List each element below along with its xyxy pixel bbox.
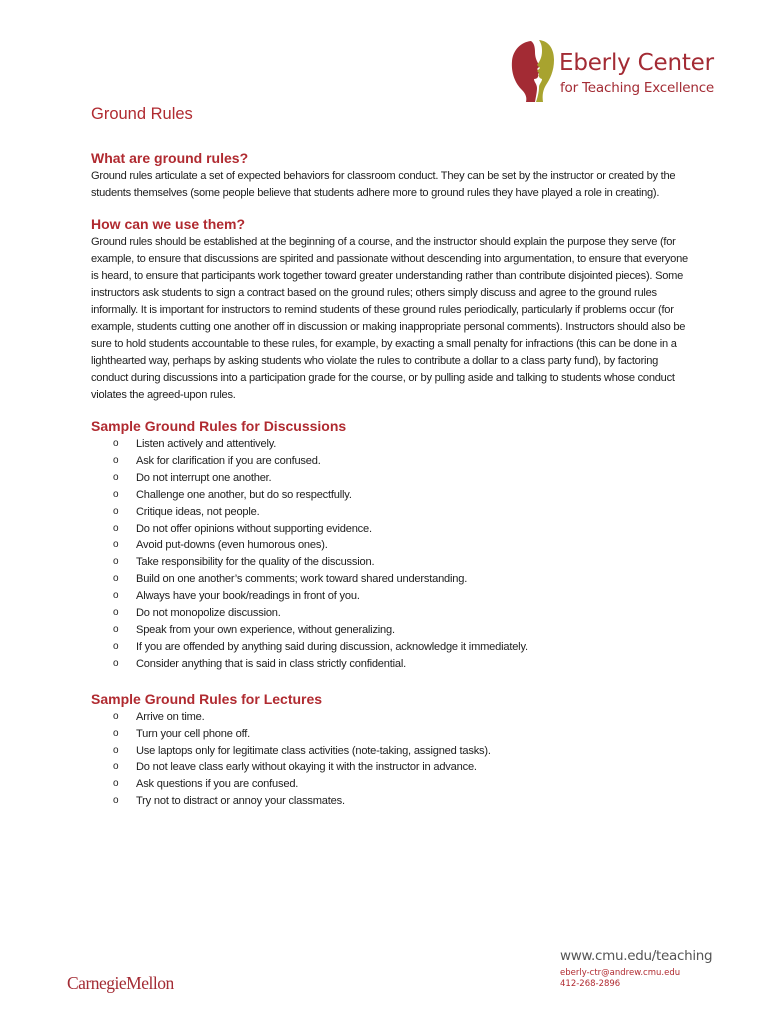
- list-item: o Listen actively and attentively.: [91, 436, 691, 453]
- discussion-rules-list: [91, 436, 691, 673]
- list-item: o Take responsibility for the quality of the discussion.: [91, 554, 691, 571]
- faces-logo-icon: [509, 38, 555, 104]
- eberly-center-logo: [509, 38, 715, 104]
- list-item: o Turn your cell phone off.: [91, 726, 691, 743]
- list-item: o Critique ideas, not people.: [91, 504, 691, 521]
- page-title: Ground Rules: [91, 105, 193, 123]
- list-item: o Consider anything that is said in class strictly confidential.: [91, 656, 691, 673]
- list-item: o Always have your book/readings in front of you.: [91, 588, 691, 605]
- website-link[interactable]: www.cmu.edu/teaching: [560, 948, 713, 964]
- list-item: o Use laptops only for legitimate class activities (note-taking, assigned tasks).: [91, 743, 691, 760]
- discussion-rules-heading: Sample Ground Rules for Discussions: [91, 418, 347, 434]
- list-item: o Arrive on time.: [91, 709, 691, 726]
- list-item: o Ask questions if you are confused.: [91, 776, 691, 793]
- logo-title: Eberly Center: [559, 50, 714, 76]
- list-item: o Ask for clarification if you are confused.: [91, 453, 691, 470]
- carnegie-mellon-logo: CarnegieMellon: [67, 973, 174, 993]
- section-heading-how: How can we use them?: [91, 216, 246, 232]
- document-body: [91, 105, 691, 828]
- contact-info: [560, 948, 712, 990]
- list-item: o Speak from your own experience, without generalizing.: [91, 622, 691, 639]
- list-item: o Try not to distract or annoy your classmates.: [91, 793, 691, 810]
- section-body-what: Ground rules articulate a set of expected behaviors for classroom conduct. They can be set by the instructor or created by the students themselves (some people believe that students adhere more to ground rules they have played a role in creating).: [91, 170, 676, 199]
- list-item: o Do not interrupt one another.: [91, 470, 691, 487]
- logo-subtitle: for Teaching Excellence: [560, 80, 715, 96]
- list-item: o Avoid put-downs (even humorous ones).: [91, 537, 691, 554]
- section-heading-what: What are ground rules?: [91, 150, 249, 166]
- list-item: o Build on one another’s comments; work toward shared understanding.: [91, 571, 691, 588]
- list-item: o If you are offended by anything said during discussion, acknowledge it immediately.: [91, 639, 691, 656]
- list-item: o Do not leave class early without okaying it with the instructor in advance.: [91, 759, 691, 776]
- phone-number: 412-268-2896: [560, 979, 621, 989]
- lecture-rules-heading: Sample Ground Rules for Lectures: [91, 690, 323, 707]
- lecture-rules-list: [91, 709, 691, 810]
- email-link[interactable]: eberly-ctr@andrew.cmu.edu: [560, 968, 681, 978]
- section-body-how: Ground rules should be established at the beginning of a course, and the instructor should explain the purpose they serve (for example, to ensure that discussions are spirited and passionate without descending into argumentation, to ensure that everyone is heard, to ensure that participants work together toward greater understanding rather than contribute disjointed pieces). Some instructors ask students to sign a contract based on the ground rules; others simply discuss and agree to the ground rules informally. It is important for instructors to remind students of these ground rules periodically, particularly if problems occur (for example, students cutting one another off in discussion or making inappropriate personal comments). Instructors should also be sure to hold students accountable to these rules, for example, by exacting a small penalty for infractions (this can be done in a lighthearted way, perhaps by asking students who violate the rules to contribute a dollar to a class party fund), by factoring conduct during discussions into a participation grade for the course, or by pulling aside and talking to students whose conduct violates the agreed-upon rules.: [91, 236, 688, 401]
- list-item: o Do not monopolize discussion.: [91, 605, 691, 622]
- list-item: o Challenge one another, but do so respectfully.: [91, 487, 691, 504]
- list-item: o Do not offer opinions without supporting evidence.: [91, 521, 691, 538]
